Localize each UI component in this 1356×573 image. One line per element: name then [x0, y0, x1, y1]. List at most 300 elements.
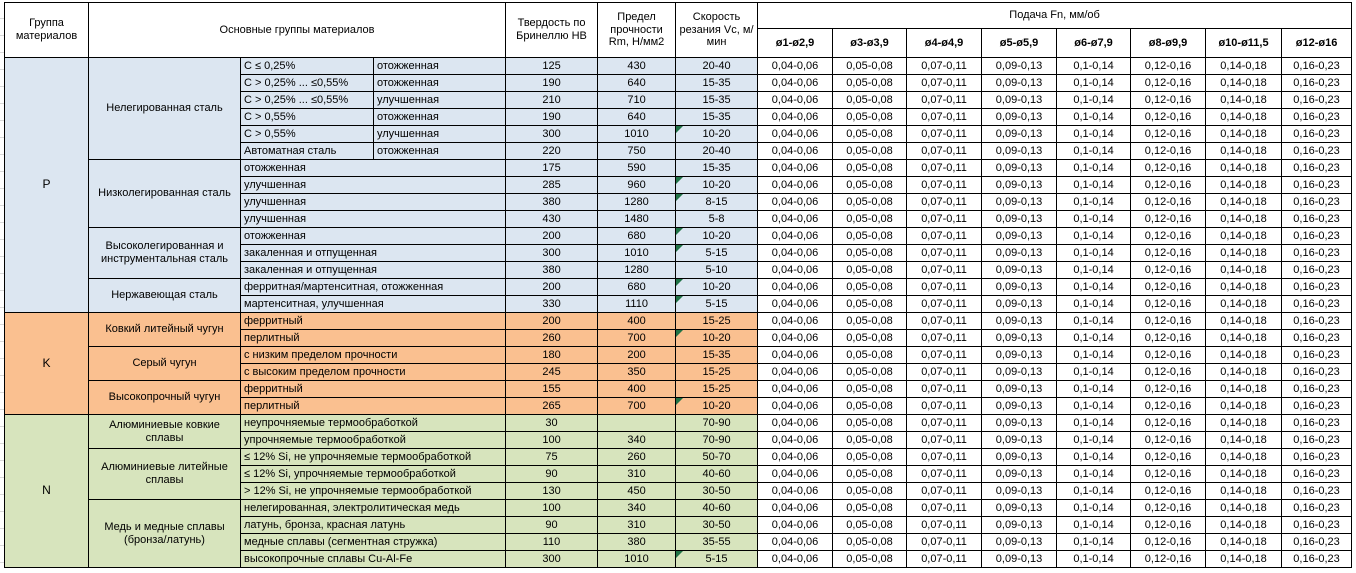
cell-hardness-hb[interactable]: 100 — [506, 500, 598, 517]
cell-feed-0[interactable]: 0,04-0,06 — [758, 364, 833, 381]
cell-feed-6[interactable]: 0,14-0,18 — [1206, 262, 1282, 279]
cell-feed-0[interactable]: 0,04-0,06 — [758, 398, 833, 415]
cell-feed-6[interactable]: 0,14-0,18 — [1206, 517, 1282, 534]
cell-feed-7[interactable]: 0,16-0,23 — [1282, 58, 1352, 75]
cell-feed-1[interactable]: 0,05-0,08 — [833, 126, 907, 143]
cell-hardness-hb[interactable]: 90 — [506, 517, 598, 534]
cell-feed-6[interactable]: 0,14-0,18 — [1206, 432, 1282, 449]
cell-feed-0[interactable]: 0,04-0,06 — [758, 432, 833, 449]
cell-feed-6[interactable]: 0,14-0,18 — [1206, 449, 1282, 466]
header-cell-strength-rm[interactable]: Предел прочности Rm, Н/мм2 — [598, 3, 676, 58]
cell-cutting-speed-vc[interactable] — [676, 262, 758, 279]
cell-feed-7[interactable]: 0,16-0,23 — [1282, 109, 1352, 126]
cell-hardness-hb[interactable]: 30 — [506, 415, 598, 432]
cell-feed-3[interactable]: 0,09-0,13 — [982, 279, 1057, 296]
cell-feed-7[interactable]: 0,16-0,23 — [1282, 211, 1352, 228]
cell-section-name[interactable]: Алюминиевые литейные сплавы — [89, 449, 241, 500]
cell-cutting-speed-vc[interactable] — [676, 483, 758, 500]
cell-feed-7[interactable]: 0,16-0,23 — [1282, 517, 1352, 534]
cell-hardness-hb[interactable]: 200 — [506, 279, 598, 296]
cell-cutting-speed-vc[interactable] — [676, 381, 758, 398]
header-cell-dia-4[interactable]: ø5-ø5,9 — [982, 29, 1057, 58]
cell-material-sub2[interactable]: отожженная — [374, 109, 506, 126]
cell-section-name[interactable]: Высоколегированная и инструментальная сталь — [89, 228, 241, 279]
cell-feed-2[interactable]: 0,07-0,11 — [907, 398, 982, 415]
header-cell-dia-5[interactable]: ø6-ø7,9 — [1057, 29, 1131, 58]
cell-feed-6[interactable]: 0,14-0,18 — [1206, 313, 1282, 330]
cell-feed-3[interactable]: 0,09-0,13 — [982, 347, 1057, 364]
cell-feed-4[interactable]: 0,1-0,14 — [1057, 177, 1131, 194]
cell-feed-4[interactable]: 0,1-0,14 — [1057, 58, 1131, 75]
cell-feed-7[interactable]: 0,16-0,23 — [1282, 143, 1352, 160]
cell-feed-7[interactable]: 0,16-0,23 — [1282, 449, 1352, 466]
cell-feed-1[interactable]: 0,05-0,08 — [833, 245, 907, 262]
cell-material[interactable]: ≤ 12% Si, не упрочняемые термообработкой — [241, 449, 506, 466]
cell-feed-1[interactable]: 0,05-0,08 — [833, 228, 907, 245]
cell-feed-2[interactable]: 0,07-0,11 — [907, 483, 982, 500]
cell-feed-3[interactable]: 0,09-0,13 — [982, 211, 1057, 228]
cell-cutting-speed-vc[interactable] — [676, 177, 758, 194]
cell-feed-4[interactable]: 0,1-0,14 — [1057, 364, 1131, 381]
cell-feed-6[interactable]: 0,14-0,18 — [1206, 194, 1282, 211]
cell-feed-3[interactable]: 0,09-0,13 — [982, 381, 1057, 398]
cell-feed-1[interactable]: 0,05-0,08 — [833, 500, 907, 517]
cell-feed-6[interactable]: 0,14-0,18 — [1206, 364, 1282, 381]
cell-feed-5[interactable]: 0,12-0,16 — [1131, 296, 1206, 313]
cell-cutting-speed-vc[interactable] — [676, 211, 758, 228]
cell-feed-1[interactable]: 0,05-0,08 — [833, 551, 907, 568]
cell-cutting-speed-vc[interactable] — [676, 58, 758, 75]
cell-feed-5[interactable]: 0,12-0,16 — [1131, 347, 1206, 364]
cell-strength-rm[interactable]: 310 — [598, 517, 676, 534]
cell-group-letter[interactable]: P — [5, 58, 89, 313]
cell-strength-rm[interactable]: 1010 — [598, 126, 676, 143]
comment-marker-icon[interactable] — [676, 296, 683, 303]
cell-feed-1[interactable]: 0,05-0,08 — [833, 466, 907, 483]
cell-feed-5[interactable]: 0,12-0,16 — [1131, 432, 1206, 449]
cell-feed-6[interactable]: 0,14-0,18 — [1206, 279, 1282, 296]
cell-strength-rm[interactable]: 680 — [598, 279, 676, 296]
cell-feed-6[interactable]: 0,14-0,18 — [1206, 534, 1282, 551]
cell-feed-4[interactable]: 0,1-0,14 — [1057, 279, 1131, 296]
cell-feed-7[interactable]: 0,16-0,23 — [1282, 313, 1352, 330]
cell-feed-7[interactable]: 0,16-0,23 — [1282, 432, 1352, 449]
cell-feed-2[interactable]: 0,07-0,11 — [907, 466, 982, 483]
cell-feed-2[interactable]: 0,07-0,11 — [907, 126, 982, 143]
header-cell-dia-1[interactable]: ø1-ø2,9 — [758, 29, 833, 58]
cell-feed-0[interactable]: 0,04-0,06 — [758, 483, 833, 500]
cell-strength-rm[interactable]: 340 — [598, 432, 676, 449]
cell-feed-5[interactable]: 0,12-0,16 — [1131, 534, 1206, 551]
header-cell-dia-6[interactable]: ø8-ø9,9 — [1131, 29, 1206, 58]
cell-feed-7[interactable]: 0,16-0,23 — [1282, 279, 1352, 296]
cell-feed-4[interactable]: 0,1-0,14 — [1057, 500, 1131, 517]
cell-feed-2[interactable]: 0,07-0,11 — [907, 432, 982, 449]
cell-feed-5[interactable]: 0,12-0,16 — [1131, 228, 1206, 245]
cell-feed-6[interactable]: 0,14-0,18 — [1206, 500, 1282, 517]
cell-material-sub2[interactable]: отожженная — [374, 75, 506, 92]
cell-feed-3[interactable]: 0,09-0,13 — [982, 330, 1057, 347]
cell-feed-1[interactable]: 0,05-0,08 — [833, 211, 907, 228]
cell-feed-7[interactable]: 0,16-0,23 — [1282, 483, 1352, 500]
cell-feed-1[interactable]: 0,05-0,08 — [833, 364, 907, 381]
cell-feed-3[interactable]: 0,09-0,13 — [982, 262, 1057, 279]
cell-feed-7[interactable]: 0,16-0,23 — [1282, 126, 1352, 143]
cell-hardness-hb[interactable]: 380 — [506, 262, 598, 279]
cell-feed-1[interactable]: 0,05-0,08 — [833, 330, 907, 347]
cell-feed-4[interactable]: 0,1-0,14 — [1057, 432, 1131, 449]
header-cell-material-group[interactable]: Группа материалов — [5, 3, 89, 58]
cell-feed-5[interactable]: 0,12-0,16 — [1131, 177, 1206, 194]
cell-feed-1[interactable]: 0,05-0,08 — [833, 160, 907, 177]
cell-feed-5[interactable]: 0,12-0,16 — [1131, 483, 1206, 500]
cell-cutting-speed-vc[interactable] — [676, 109, 758, 126]
comment-marker-icon[interactable] — [676, 126, 683, 133]
cell-feed-3[interactable]: 0,09-0,13 — [982, 228, 1057, 245]
cell-feed-2[interactable]: 0,07-0,11 — [907, 500, 982, 517]
cell-feed-0[interactable]: 0,04-0,06 — [758, 126, 833, 143]
cell-strength-rm[interactable]: 750 — [598, 143, 676, 160]
cell-cutting-speed-vc[interactable] — [676, 347, 758, 364]
cell-feed-0[interactable]: 0,04-0,06 — [758, 415, 833, 432]
header-cell-dia-2[interactable]: ø3-ø3,9 — [833, 29, 907, 58]
cell-feed-0[interactable]: 0,04-0,06 — [758, 160, 833, 177]
cell-feed-3[interactable]: 0,09-0,13 — [982, 466, 1057, 483]
cell-feed-7[interactable]: 0,16-0,23 — [1282, 500, 1352, 517]
cell-feed-1[interactable]: 0,05-0,08 — [833, 75, 907, 92]
cell-hardness-hb[interactable]: 300 — [506, 126, 598, 143]
cell-feed-5[interactable]: 0,12-0,16 — [1131, 398, 1206, 415]
cell-feed-3[interactable]: 0,09-0,13 — [982, 534, 1057, 551]
cell-feed-0[interactable]: 0,04-0,06 — [758, 109, 833, 126]
cell-feed-0[interactable]: 0,04-0,06 — [758, 75, 833, 92]
cell-section-name[interactable]: Алюминиевые ковкие сплавы — [89, 415, 241, 449]
cell-strength-rm[interactable]: 450 — [598, 483, 676, 500]
cell-strength-rm[interactable]: 1010 — [598, 245, 676, 262]
cell-section-name[interactable]: Ковкий литейный чугун — [89, 313, 241, 347]
cell-feed-5[interactable]: 0,12-0,16 — [1131, 517, 1206, 534]
cell-feed-6[interactable]: 0,14-0,18 — [1206, 75, 1282, 92]
cell-feed-2[interactable]: 0,07-0,11 — [907, 194, 982, 211]
cell-feed-5[interactable]: 0,12-0,16 — [1131, 551, 1206, 568]
cell-feed-6[interactable]: 0,14-0,18 — [1206, 211, 1282, 228]
cell-strength-rm[interactable] — [598, 415, 676, 432]
comment-marker-icon[interactable] — [676, 330, 683, 337]
cell-strength-rm[interactable]: 1010 — [598, 551, 676, 568]
cell-hardness-hb[interactable]: 180 — [506, 347, 598, 364]
cell-material[interactable]: улучшенная — [241, 194, 506, 211]
cell-strength-rm[interactable]: 640 — [598, 75, 676, 92]
cell-strength-rm[interactable]: 310 — [598, 466, 676, 483]
cell-feed-6[interactable]: 0,14-0,18 — [1206, 245, 1282, 262]
header-cell-hardness-hb[interactable]: Твердость по Бринеллю HB — [506, 3, 598, 58]
cell-feed-5[interactable]: 0,12-0,16 — [1131, 262, 1206, 279]
cell-hardness-hb[interactable]: 75 — [506, 449, 598, 466]
cell-feed-4[interactable]: 0,1-0,14 — [1057, 398, 1131, 415]
cell-feed-3[interactable]: 0,09-0,13 — [982, 364, 1057, 381]
cell-cutting-speed-vc[interactable] — [676, 160, 758, 177]
cell-feed-0[interactable]: 0,04-0,06 — [758, 551, 833, 568]
cell-hardness-hb[interactable]: 200 — [506, 228, 598, 245]
cell-hardness-hb[interactable]: 90 — [506, 466, 598, 483]
cell-feed-0[interactable]: 0,04-0,06 — [758, 517, 833, 534]
cell-strength-rm[interactable]: 710 — [598, 92, 676, 109]
cell-material[interactable]: латунь, бронза, красная латунь — [241, 517, 506, 534]
cell-feed-1[interactable]: 0,05-0,08 — [833, 483, 907, 500]
header-cell-feed-title[interactable]: Подача Fn, мм/об — [758, 3, 1352, 29]
cell-material-sub2[interactable]: отожженная — [374, 143, 506, 160]
cell-feed-7[interactable]: 0,16-0,23 — [1282, 228, 1352, 245]
cell-hardness-hb[interactable]: 175 — [506, 160, 598, 177]
cell-feed-5[interactable]: 0,12-0,16 — [1131, 449, 1206, 466]
cell-feed-3[interactable]: 0,09-0,13 — [982, 92, 1057, 109]
cell-feed-6[interactable]: 0,14-0,18 — [1206, 109, 1282, 126]
cell-feed-1[interactable]: 0,05-0,08 — [833, 449, 907, 466]
cell-hardness-hb[interactable]: 300 — [506, 245, 598, 262]
cell-hardness-hb[interactable]: 100 — [506, 432, 598, 449]
cell-feed-7[interactable]: 0,16-0,23 — [1282, 245, 1352, 262]
header-cell-main-groups[interactable]: Основные группы материалов — [89, 3, 506, 58]
cell-cutting-speed-vc[interactable] — [676, 228, 758, 245]
cell-feed-4[interactable]: 0,1-0,14 — [1057, 194, 1131, 211]
cell-feed-1[interactable]: 0,05-0,08 — [833, 296, 907, 313]
cell-feed-5[interactable]: 0,12-0,16 — [1131, 279, 1206, 296]
comment-marker-icon[interactable] — [676, 551, 683, 558]
comment-marker-icon[interactable] — [676, 194, 683, 201]
cell-material[interactable]: отожженная — [241, 228, 506, 245]
cell-cutting-speed-vc[interactable] — [676, 313, 758, 330]
cell-feed-1[interactable]: 0,05-0,08 — [833, 177, 907, 194]
cell-feed-4[interactable]: 0,1-0,14 — [1057, 381, 1131, 398]
cell-material[interactable]: медные сплавы (сегментная стружка) — [241, 534, 506, 551]
cell-strength-rm[interactable]: 1480 — [598, 211, 676, 228]
cell-feed-4[interactable]: 0,1-0,14 — [1057, 466, 1131, 483]
cell-strength-rm[interactable]: 680 — [598, 228, 676, 245]
cell-feed-3[interactable]: 0,09-0,13 — [982, 313, 1057, 330]
cell-group-letter[interactable]: K — [5, 313, 89, 415]
cell-feed-2[interactable]: 0,07-0,11 — [907, 245, 982, 262]
cell-material[interactable]: с высоким пределом прочности — [241, 364, 506, 381]
cell-feed-1[interactable]: 0,05-0,08 — [833, 534, 907, 551]
header-cell-dia-8[interactable]: ø12-ø16 — [1282, 29, 1352, 58]
cell-feed-1[interactable]: 0,05-0,08 — [833, 143, 907, 160]
cell-feed-2[interactable]: 0,07-0,11 — [907, 160, 982, 177]
cell-feed-2[interactable]: 0,07-0,11 — [907, 279, 982, 296]
cell-material[interactable]: ≤ 12% Si, упрочняемые термообработкой — [241, 466, 506, 483]
cell-feed-1[interactable]: 0,05-0,08 — [833, 109, 907, 126]
cell-feed-7[interactable]: 0,16-0,23 — [1282, 551, 1352, 568]
comment-marker-icon[interactable] — [676, 177, 683, 184]
cell-hardness-hb[interactable]: 265 — [506, 398, 598, 415]
cell-hardness-hb[interactable]: 210 — [506, 92, 598, 109]
cell-hardness-hb[interactable]: 220 — [506, 143, 598, 160]
cell-section-name[interactable]: Медь и медные сплавы (бронза/латунь) — [89, 500, 241, 568]
cell-strength-rm[interactable]: 400 — [598, 381, 676, 398]
cell-strength-rm[interactable]: 700 — [598, 398, 676, 415]
cell-feed-3[interactable]: 0,09-0,13 — [982, 143, 1057, 160]
cell-section-name[interactable]: Нелегированная сталь — [89, 58, 241, 160]
cell-feed-2[interactable]: 0,07-0,11 — [907, 347, 982, 364]
cell-material[interactable]: упрочняемые термообработкой — [241, 432, 506, 449]
cell-strength-rm[interactable]: 960 — [598, 177, 676, 194]
cell-feed-4[interactable]: 0,1-0,14 — [1057, 313, 1131, 330]
cell-feed-1[interactable]: 0,05-0,08 — [833, 381, 907, 398]
cell-feed-7[interactable]: 0,16-0,23 — [1282, 534, 1352, 551]
cell-feed-5[interactable]: 0,12-0,16 — [1131, 126, 1206, 143]
cell-feed-0[interactable]: 0,04-0,06 — [758, 381, 833, 398]
cell-feed-7[interactable]: 0,16-0,23 — [1282, 466, 1352, 483]
cell-feed-7[interactable]: 0,16-0,23 — [1282, 75, 1352, 92]
cell-feed-6[interactable]: 0,14-0,18 — [1206, 92, 1282, 109]
cell-feed-0[interactable]: 0,04-0,06 — [758, 500, 833, 517]
header-cell-dia-7[interactable]: ø10-ø11,5 — [1206, 29, 1282, 58]
cell-material[interactable]: перлитный — [241, 330, 506, 347]
cell-feed-5[interactable]: 0,12-0,16 — [1131, 500, 1206, 517]
cell-feed-1[interactable]: 0,05-0,08 — [833, 279, 907, 296]
cell-material[interactable]: с низким пределом прочности — [241, 347, 506, 364]
header-cell-cutting-speed-vc[interactable]: Скорость резания Vc, м/мин — [676, 3, 758, 58]
cell-material[interactable]: закаленная и отпущенная — [241, 262, 506, 279]
cell-feed-4[interactable]: 0,1-0,14 — [1057, 330, 1131, 347]
cell-feed-7[interactable]: 0,16-0,23 — [1282, 262, 1352, 279]
cell-strength-rm[interactable]: 340 — [598, 500, 676, 517]
cell-feed-5[interactable]: 0,12-0,16 — [1131, 109, 1206, 126]
cell-feed-4[interactable]: 0,1-0,14 — [1057, 92, 1131, 109]
cell-material-sub1[interactable]: C > 0,25% ... ≤0,55% — [241, 75, 374, 92]
cell-feed-1[interactable]: 0,05-0,08 — [833, 92, 907, 109]
cell-strength-rm[interactable]: 700 — [598, 330, 676, 347]
cell-feed-4[interactable]: 0,1-0,14 — [1057, 160, 1131, 177]
cell-feed-4[interactable]: 0,1-0,14 — [1057, 245, 1131, 262]
cell-feed-3[interactable]: 0,09-0,13 — [982, 449, 1057, 466]
cell-material[interactable]: мартенситная, улучшенная — [241, 296, 506, 313]
cell-feed-3[interactable]: 0,09-0,13 — [982, 109, 1057, 126]
cell-cutting-speed-vc[interactable] — [676, 296, 758, 313]
cell-feed-7[interactable]: 0,16-0,23 — [1282, 296, 1352, 313]
cell-material-sub1[interactable]: C > 0,55% — [241, 109, 374, 126]
cell-cutting-speed-vc[interactable] — [676, 534, 758, 551]
cell-feed-5[interactable]: 0,12-0,16 — [1131, 381, 1206, 398]
cell-feed-0[interactable]: 0,04-0,06 — [758, 466, 833, 483]
cell-feed-2[interactable]: 0,07-0,11 — [907, 364, 982, 381]
cell-feed-7[interactable]: 0,16-0,23 — [1282, 160, 1352, 177]
cell-feed-5[interactable]: 0,12-0,16 — [1131, 75, 1206, 92]
cell-feed-0[interactable]: 0,04-0,06 — [758, 211, 833, 228]
cell-feed-3[interactable]: 0,09-0,13 — [982, 551, 1057, 568]
cell-hardness-hb[interactable]: 430 — [506, 211, 598, 228]
cell-hardness-hb[interactable]: 200 — [506, 313, 598, 330]
cell-feed-7[interactable]: 0,16-0,23 — [1282, 177, 1352, 194]
cell-feed-6[interactable]: 0,14-0,18 — [1206, 160, 1282, 177]
cell-section-name[interactable]: Нержавеющая сталь — [89, 279, 241, 313]
cell-hardness-hb[interactable]: 330 — [506, 296, 598, 313]
cell-strength-rm[interactable]: 260 — [598, 449, 676, 466]
cell-feed-7[interactable]: 0,16-0,23 — [1282, 415, 1352, 432]
cell-material-sub1[interactable]: Автоматная сталь — [241, 143, 374, 160]
cell-section-name[interactable]: Серый чугун — [89, 347, 241, 381]
cell-cutting-speed-vc[interactable] — [676, 75, 758, 92]
cell-material[interactable]: ферритный — [241, 313, 506, 330]
cell-cutting-speed-vc[interactable] — [676, 500, 758, 517]
cell-strength-rm[interactable]: 1280 — [598, 194, 676, 211]
cell-hardness-hb[interactable]: 155 — [506, 381, 598, 398]
cell-cutting-speed-vc[interactable] — [676, 126, 758, 143]
cell-feed-6[interactable]: 0,14-0,18 — [1206, 347, 1282, 364]
cell-feed-2[interactable]: 0,07-0,11 — [907, 92, 982, 109]
cell-feed-0[interactable]: 0,04-0,06 — [758, 296, 833, 313]
cell-feed-0[interactable]: 0,04-0,06 — [758, 245, 833, 262]
cell-material[interactable]: улучшенная — [241, 211, 506, 228]
cell-feed-3[interactable]: 0,09-0,13 — [982, 58, 1057, 75]
cell-feed-4[interactable]: 0,1-0,14 — [1057, 228, 1131, 245]
cell-cutting-speed-vc[interactable] — [676, 415, 758, 432]
cell-cutting-speed-vc[interactable] — [676, 364, 758, 381]
cell-feed-1[interactable]: 0,05-0,08 — [833, 517, 907, 534]
cell-feed-2[interactable]: 0,07-0,11 — [907, 534, 982, 551]
cell-feed-4[interactable]: 0,1-0,14 — [1057, 75, 1131, 92]
cell-strength-rm[interactable]: 1110 — [598, 296, 676, 313]
cell-feed-0[interactable]: 0,04-0,06 — [758, 313, 833, 330]
cell-feed-4[interactable]: 0,1-0,14 — [1057, 449, 1131, 466]
cell-feed-3[interactable]: 0,09-0,13 — [982, 398, 1057, 415]
cell-section-name[interactable]: Низколегированная сталь — [89, 160, 241, 228]
cell-feed-0[interactable]: 0,04-0,06 — [758, 177, 833, 194]
cell-feed-4[interactable]: 0,1-0,14 — [1057, 109, 1131, 126]
cell-cutting-speed-vc[interactable] — [676, 551, 758, 568]
cell-material[interactable]: улучшенная — [241, 177, 506, 194]
cell-feed-0[interactable]: 0,04-0,06 — [758, 534, 833, 551]
cell-feed-2[interactable]: 0,07-0,11 — [907, 551, 982, 568]
cell-cutting-speed-vc[interactable] — [676, 432, 758, 449]
cell-strength-rm[interactable]: 350 — [598, 364, 676, 381]
cell-feed-4[interactable]: 0,1-0,14 — [1057, 143, 1131, 160]
cell-feed-4[interactable]: 0,1-0,14 — [1057, 262, 1131, 279]
cell-feed-2[interactable]: 0,07-0,11 — [907, 449, 982, 466]
cell-material[interactable]: закаленная и отпущенная — [241, 245, 506, 262]
cell-feed-4[interactable]: 0,1-0,14 — [1057, 415, 1131, 432]
cell-material[interactable]: ферритный — [241, 381, 506, 398]
cell-feed-1[interactable]: 0,05-0,08 — [833, 347, 907, 364]
cell-feed-2[interactable]: 0,07-0,11 — [907, 75, 982, 92]
cell-feed-6[interactable]: 0,14-0,18 — [1206, 381, 1282, 398]
cell-group-letter[interactable]: N — [5, 415, 89, 568]
cell-strength-rm[interactable]: 1280 — [598, 262, 676, 279]
comment-marker-icon[interactable] — [676, 398, 683, 405]
cell-feed-5[interactable]: 0,12-0,16 — [1131, 194, 1206, 211]
cell-feed-7[interactable]: 0,16-0,23 — [1282, 194, 1352, 211]
cell-cutting-speed-vc[interactable] — [676, 245, 758, 262]
cell-feed-3[interactable]: 0,09-0,13 — [982, 75, 1057, 92]
cell-feed-0[interactable]: 0,04-0,06 — [758, 279, 833, 296]
cell-hardness-hb[interactable]: 245 — [506, 364, 598, 381]
cell-feed-3[interactable]: 0,09-0,13 — [982, 483, 1057, 500]
cell-feed-6[interactable]: 0,14-0,18 — [1206, 177, 1282, 194]
cell-feed-4[interactable]: 0,1-0,14 — [1057, 534, 1131, 551]
cell-feed-6[interactable]: 0,14-0,18 — [1206, 415, 1282, 432]
cell-material[interactable]: неупрочняемые термообработкой — [241, 415, 506, 432]
cell-strength-rm[interactable]: 380 — [598, 534, 676, 551]
cell-feed-6[interactable]: 0,14-0,18 — [1206, 296, 1282, 313]
cell-feed-0[interactable]: 0,04-0,06 — [758, 262, 833, 279]
cell-feed-5[interactable]: 0,12-0,16 — [1131, 364, 1206, 381]
cell-feed-2[interactable]: 0,07-0,11 — [907, 330, 982, 347]
cell-feed-3[interactable]: 0,09-0,13 — [982, 500, 1057, 517]
cell-feed-2[interactable]: 0,07-0,11 — [907, 415, 982, 432]
cell-hardness-hb[interactable]: 125 — [506, 58, 598, 75]
cell-feed-0[interactable]: 0,04-0,06 — [758, 330, 833, 347]
cell-feed-5[interactable]: 0,12-0,16 — [1131, 92, 1206, 109]
cell-feed-3[interactable]: 0,09-0,13 — [982, 432, 1057, 449]
